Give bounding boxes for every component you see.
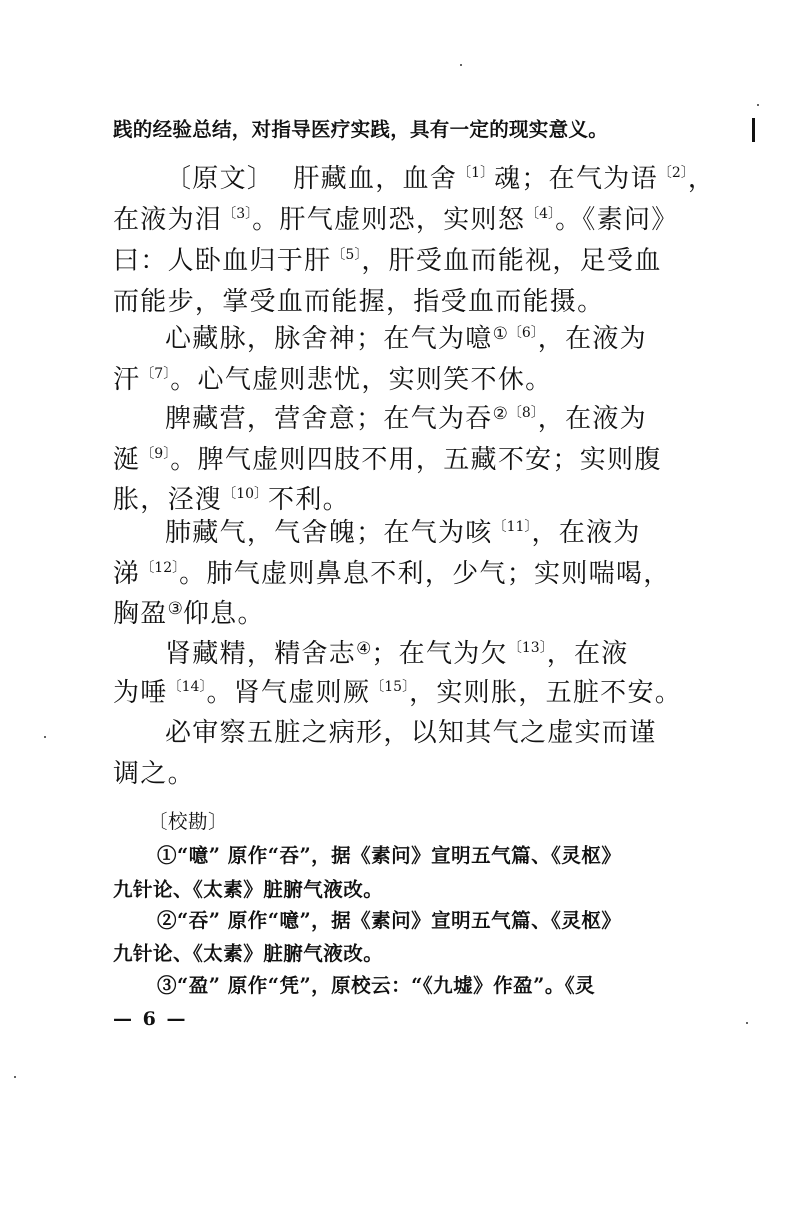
note-ref: 〔8〕 <box>507 405 538 421</box>
page-number: — 6 — <box>113 1008 188 1030</box>
collation-mark: ④ <box>356 639 372 659</box>
original-p3-line3: 胀，泾溲$^{〔10〕}$不利。 <box>113 485 350 515</box>
original-p1-line1: 〔原文〕 肝藏血，血舍$^{〔1〕}$魂；在气为语$^{〔2〕}$， <box>165 164 716 194</box>
note-ref: 〔2〕 <box>657 165 688 181</box>
original-p6-line2: 调之。 <box>113 759 195 789</box>
note-ref: 〔3〕 <box>222 206 253 222</box>
note-ref: 〔12〕 <box>140 560 180 576</box>
note-ref: 〔14〕 <box>167 679 207 695</box>
continued-text-line: 践的经验总结，对指导医疗实践，具有一定的现实意义。 <box>113 118 609 141</box>
note-ref: 〔13〕 <box>507 640 547 656</box>
scan-speck <box>757 104 759 106</box>
collation-note-1-line2: 九针论、《太素》脏腑气液改。 <box>113 878 384 901</box>
original-p5-line2: 为唾$^{〔14〕}$。肾气虚则厥$^{〔15〕}$，实则胀，五脏不安。 <box>113 678 683 708</box>
collation-heading: 〔校勘〕 <box>148 810 229 833</box>
original-p1-line3: 曰：人卧血归于肝$^{〔5〕}$，肝受血而能视，足受血 <box>113 246 662 276</box>
original-p2-line2: 汗$^{〔7〕}$。心气虚则悲忧，实则笑不休。 <box>113 365 553 395</box>
original-p5-line1: 肾藏精，精舍志④；在气为欠$^{〔13〕}$，在液 <box>165 639 629 669</box>
scan-speck <box>44 736 46 738</box>
note-ref: 〔7〕 <box>140 366 171 382</box>
note-ref: 〔1〕 <box>457 165 495 181</box>
original-p6-line1: 必审察五脏之病形，以知其气之虚实而谨 <box>165 718 657 748</box>
original-p2-line1: 心藏脉，脉舍神；在气为噫$^{①〔6〕}$，在液为 <box>165 324 647 354</box>
collation-note-3-line1: ③“盈” 原作“凭”，原校云：“《九墟》作盈”。《灵 <box>157 974 596 997</box>
collation-note-1-line1: ①“噫” 原作“吞”，据《素问》宣明五气篇、《灵枢》 <box>157 844 622 867</box>
collation-mark: ① <box>492 324 508 344</box>
collation-mark: ③ <box>167 599 183 619</box>
note-ref: 〔11〕 <box>492 519 532 535</box>
collation-note-2-line2: 九针论、《太素》脏腑气液改。 <box>113 942 384 965</box>
original-text-label: 〔原文〕 <box>165 164 275 194</box>
original-p1-line2: 在液为泪$^{〔3〕}$。肝气虚则恐，实则怒$^{〔4〕}$。《素问》 <box>113 205 679 235</box>
original-p4-line2: 涕$^{〔12〕}$。肺气虚则鼻息不利，少气；实则喘喝， <box>113 559 671 589</box>
original-p1-line4: 而能步，掌受血而能握，指受血而能摄。 <box>113 287 605 317</box>
note-ref: 〔6〕 <box>507 325 538 341</box>
collation-note-2-line1: ②“吞” 原作“噫”，据《素问》宣明五气篇、《灵枢》 <box>157 909 622 932</box>
scan-speck <box>460 64 462 66</box>
scan-speck <box>14 1076 16 1078</box>
collation-mark: ② <box>492 404 508 424</box>
note-ref: 〔10〕 <box>222 486 269 502</box>
original-p3-line1: 脾藏营，营舍意；在气为吞$^{②〔8〕}$，在液为 <box>165 404 647 434</box>
note-ref: 〔4〕 <box>525 206 556 222</box>
original-p4-line1: 肺藏气，气舍魄；在气为咳$^{〔11〕}$，在液为 <box>165 518 641 548</box>
margin-mark <box>752 118 755 142</box>
original-p3-line2: 涎$^{〔9〕}$。脾气虚则四肢不用，五藏不安；实则腹 <box>113 445 662 475</box>
note-ref: 〔15〕 <box>370 679 410 695</box>
note-ref: 〔9〕 <box>140 446 171 462</box>
scan-speck <box>746 1022 748 1024</box>
original-p4-line3: 胸盈③仰息。 <box>113 599 265 629</box>
note-ref: 〔5〕 <box>331 247 362 263</box>
